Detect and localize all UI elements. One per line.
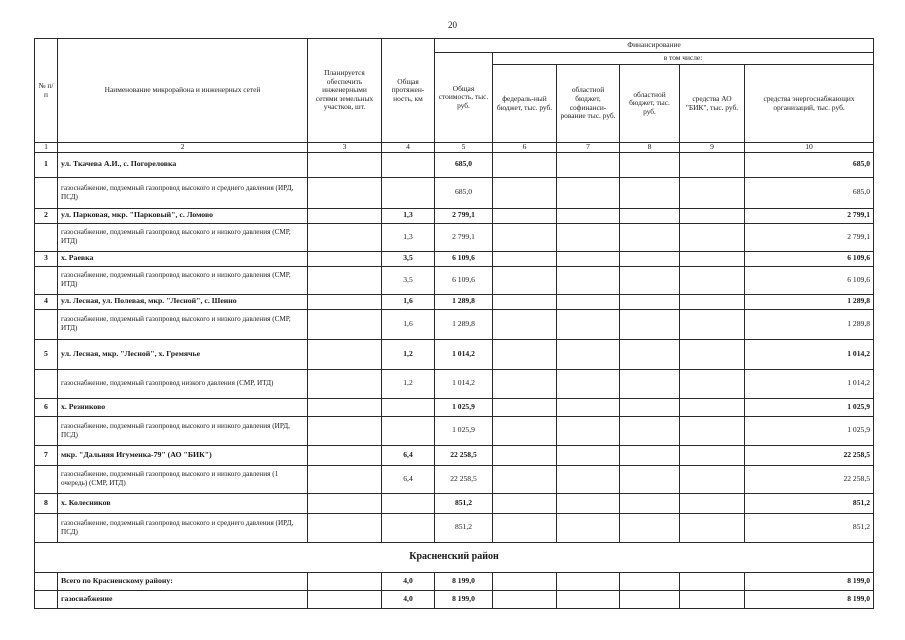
total-cost-cell: 851,2 (435, 513, 493, 542)
table-row (35, 208, 874, 223)
bik-cell (680, 445, 745, 465)
regional-cell (620, 208, 680, 223)
length-cell: 1,2 (382, 339, 435, 369)
object-name: ул. Лесная, мкр. "Лесной", х. Гремячье (58, 339, 308, 369)
energy-funds-cell: 1 025,9 (745, 398, 874, 416)
table-subrow (35, 416, 874, 445)
bik-cell (680, 223, 745, 251)
header-bik: средства АО "БИК", тыс. руб. (680, 65, 745, 143)
energy-funds-cell: 2 799,1 (745, 223, 874, 251)
header-length: Общая протяжен-ность, км (382, 39, 435, 143)
column-number: 7 (557, 143, 620, 153)
total-cost-cell: 1 014,2 (435, 339, 493, 369)
total-cost-cell: 851,2 (435, 493, 493, 513)
header-plots: Планируется обеспечить инженерными сетями земельных участков, шт. (308, 39, 382, 143)
federal-cell (493, 445, 557, 465)
header-in-that: в том числе: (493, 53, 874, 65)
header-energy: средства энергоснабжающих организаций, тыс. руб. (745, 65, 874, 143)
length-cell: 4,0 (382, 590, 435, 608)
regional-cofin-cell (557, 398, 620, 416)
regional-cell (620, 416, 680, 445)
bik-cell (680, 465, 745, 493)
federal-cell (493, 369, 557, 398)
plots-cell (308, 251, 382, 266)
bik-cell (680, 339, 745, 369)
regional-cofin-cell (557, 493, 620, 513)
table-row (35, 572, 874, 590)
energy-funds-cell: 6 109,6 (745, 251, 874, 266)
table-row (35, 590, 874, 608)
plots-cell (308, 416, 382, 445)
regional-cell (620, 309, 680, 339)
bik-cell (680, 416, 745, 445)
regional-cofin-cell (557, 251, 620, 266)
section-title: Красненский район (35, 542, 874, 572)
total-cost-cell: 22 258,5 (435, 445, 493, 465)
row-number: 4 (35, 294, 58, 309)
regional-cell (620, 266, 680, 294)
object-name: газоснабжение, подземный газопровод высокого и низкого давления (СМР, ИТД) (58, 266, 308, 294)
length-cell (382, 416, 435, 445)
federal-cell (493, 251, 557, 266)
regional-cofin-cell (557, 416, 620, 445)
table-row (35, 339, 874, 369)
object-name: х. Колесников (58, 493, 308, 513)
length-cell: 3,5 (382, 266, 435, 294)
regional-cell (620, 152, 680, 177)
header-num: № п/п (35, 39, 58, 143)
column-number: 2 (58, 143, 308, 153)
row-number: 1 (35, 152, 58, 177)
plots-cell (308, 152, 382, 177)
plots-cell (308, 369, 382, 398)
regional-cell (620, 177, 680, 208)
federal-cell (493, 590, 557, 608)
total-cost-cell: 1 025,9 (435, 398, 493, 416)
row-number: 8 (35, 493, 58, 513)
length-cell (382, 493, 435, 513)
energy-funds-cell: 685,0 (745, 177, 874, 208)
bik-cell (680, 152, 745, 177)
object-name: х. Раевка (58, 251, 308, 266)
federal-cell (493, 416, 557, 445)
length-cell (382, 513, 435, 542)
federal-cell (493, 152, 557, 177)
total-cost-cell: 2 799,1 (435, 208, 493, 223)
row-number (35, 223, 58, 251)
plots-cell (308, 445, 382, 465)
table-subrow (35, 266, 874, 294)
total-cost-cell: 6 109,6 (435, 266, 493, 294)
total-cost-cell: 2 799,1 (435, 223, 493, 251)
federal-cell (493, 465, 557, 493)
table-subrow (35, 465, 874, 493)
total-cost-cell: 1 289,8 (435, 309, 493, 339)
energy-funds-cell: 1 014,2 (745, 339, 874, 369)
header-regional-cofin: областной бюджет, софинанси-рование тыс. руб. (557, 65, 620, 143)
plots-cell (308, 309, 382, 339)
table-row (35, 152, 874, 177)
plots-cell (308, 208, 382, 223)
table-subrow (35, 177, 874, 208)
federal-cell (493, 513, 557, 542)
total-cost-cell: 685,0 (435, 177, 493, 208)
row-number (35, 590, 58, 608)
energy-funds-cell: 1 014,2 (745, 369, 874, 398)
federal-cell (493, 493, 557, 513)
object-name: газоснабжение, подземный газопровод высокого и среднего давления (ИРД, ПСД) (58, 177, 308, 208)
federal-cell (493, 572, 557, 590)
column-number-row (35, 143, 874, 153)
object-name: ул. Лесная, ул. Полевая, мкр. "Лесной", с. Шеино (58, 294, 308, 309)
plots-cell (308, 294, 382, 309)
energy-funds-cell: 685,0 (745, 152, 874, 177)
column-number: 9 (680, 143, 745, 153)
column-number: 5 (435, 143, 493, 153)
object-name: мкр. "Дальняя Игуменка-79" (АО "БИК") (58, 445, 308, 465)
table-subrow (35, 369, 874, 398)
row-number: 7 (35, 445, 58, 465)
length-cell (382, 398, 435, 416)
energy-funds-cell: 851,2 (745, 513, 874, 542)
energy-funds-cell: 2 799,1 (745, 208, 874, 223)
bik-cell (680, 493, 745, 513)
row-number: 2 (35, 208, 58, 223)
header-total: Общая стоимость, тыс. руб. (435, 53, 493, 143)
regional-cofin-cell (557, 572, 620, 590)
regional-cofin-cell (557, 590, 620, 608)
regional-cell (620, 572, 680, 590)
federal-cell (493, 339, 557, 369)
regional-cell (620, 223, 680, 251)
federal-cell (493, 266, 557, 294)
regional-cell (620, 513, 680, 542)
total-cost-cell: 1 289,8 (435, 294, 493, 309)
row-number (35, 309, 58, 339)
table-row (35, 493, 874, 513)
regional-cell (620, 445, 680, 465)
header-federal: федераль-ный бюджет, тыс. руб. (493, 65, 557, 143)
table-subrow (35, 309, 874, 339)
column-number: 8 (620, 143, 680, 153)
header-regional: областной бюджет, тыс. руб. (620, 65, 680, 143)
row-number (35, 369, 58, 398)
row-number (35, 416, 58, 445)
plots-cell (308, 177, 382, 208)
energy-funds-cell: 8 199,0 (745, 590, 874, 608)
header-name: Наименование микрорайона и инженерных сетей (58, 39, 308, 143)
bik-cell (680, 513, 745, 542)
bik-cell (680, 208, 745, 223)
regional-cofin-cell (557, 369, 620, 398)
regional-cofin-cell (557, 208, 620, 223)
table-subrow (35, 223, 874, 251)
regional-cell (620, 398, 680, 416)
length-cell (382, 152, 435, 177)
length-cell: 1,2 (382, 369, 435, 398)
bik-cell (680, 572, 745, 590)
regional-cell (620, 493, 680, 513)
energy-funds-cell: 8 199,0 (745, 572, 874, 590)
object-name: газоснабжение, подземный газопровод высокого и низкого давления (1 очередь) (СМР, ИТД) (58, 465, 308, 493)
federal-cell (493, 208, 557, 223)
total-cost-cell: 8 199,0 (435, 590, 493, 608)
regional-cofin-cell (557, 309, 620, 339)
length-cell: 4,0 (382, 572, 435, 590)
bik-cell (680, 309, 745, 339)
plots-cell (308, 572, 382, 590)
plots-cell (308, 513, 382, 542)
regional-cofin-cell (557, 266, 620, 294)
regional-cell (620, 590, 680, 608)
length-cell: 6,4 (382, 465, 435, 493)
object-name: газоснабжение, подземный газопровод высокого и низкого давления (СМР, ИТД) (58, 223, 308, 251)
regional-cofin-cell (557, 294, 620, 309)
energy-funds-cell: 1 289,8 (745, 309, 874, 339)
regional-cofin-cell (557, 223, 620, 251)
object-name: ул. Ткачева А.И., с. Погореловка (58, 152, 308, 177)
regional-cell (620, 294, 680, 309)
column-number: 4 (382, 143, 435, 153)
object-name: х. Резниково (58, 398, 308, 416)
regional-cofin-cell (557, 465, 620, 493)
table-row (35, 445, 874, 465)
object-name: газоснабжение, подземный газопровод высокого и низкого давления (ИРД, ПСД) (58, 416, 308, 445)
object-name: ул. Парковая, мкр. "Парковый", с. Ломово (58, 208, 308, 223)
energy-funds-cell: 1 289,8 (745, 294, 874, 309)
federal-cell (493, 294, 557, 309)
length-cell: 1,6 (382, 294, 435, 309)
energy-funds-cell: 1 025,9 (745, 416, 874, 445)
section-row (35, 542, 874, 572)
row-number: 3 (35, 251, 58, 266)
bik-cell (680, 369, 745, 398)
row-number (35, 177, 58, 208)
bik-cell (680, 398, 745, 416)
federal-cell (493, 309, 557, 339)
plots-cell (308, 493, 382, 513)
row-number (35, 266, 58, 294)
federal-cell (493, 398, 557, 416)
row-number (35, 513, 58, 542)
table-row (35, 251, 874, 266)
regional-cell (620, 339, 680, 369)
bik-cell (680, 266, 745, 294)
bik-cell (680, 251, 745, 266)
total-cost-cell: 8 199,0 (435, 572, 493, 590)
object-name: Всего по Красненскому району: (58, 572, 308, 590)
total-cost-cell: 1 025,9 (435, 416, 493, 445)
energy-funds-cell: 22 258,5 (745, 465, 874, 493)
page-number: 20 (448, 20, 457, 30)
regional-cell (620, 251, 680, 266)
plots-cell (308, 266, 382, 294)
column-number: 6 (493, 143, 557, 153)
length-cell (382, 177, 435, 208)
energy-funds-cell: 851,2 (745, 493, 874, 513)
row-number (35, 465, 58, 493)
object-name: газоснабжение, подземный газопровод высокого и среднего давления (ИРД, ПСД) (58, 513, 308, 542)
plots-cell (308, 398, 382, 416)
regional-cofin-cell (557, 445, 620, 465)
bik-cell (680, 294, 745, 309)
regional-cofin-cell (557, 339, 620, 369)
table-row (35, 294, 874, 309)
column-number: 1 (35, 143, 58, 153)
length-cell: 1,3 (382, 208, 435, 223)
length-cell: 1,3 (382, 223, 435, 251)
total-cost-cell: 1 014,2 (435, 369, 493, 398)
bik-cell (680, 590, 745, 608)
table-subrow (35, 513, 874, 542)
federal-cell (493, 223, 557, 251)
column-number: 10 (745, 143, 874, 153)
plots-cell (308, 223, 382, 251)
length-cell: 6,4 (382, 445, 435, 465)
bik-cell (680, 177, 745, 208)
object-name: газоснабжение (58, 590, 308, 608)
plots-cell (308, 590, 382, 608)
regional-cell (620, 369, 680, 398)
regional-cofin-cell (557, 152, 620, 177)
federal-cell (493, 177, 557, 208)
column-number: 3 (308, 143, 382, 153)
object-name: газоснабжение, подземный газопровод низкого давления (СМР, ИТД) (58, 369, 308, 398)
total-cost-cell: 6 109,6 (435, 251, 493, 266)
plots-cell (308, 339, 382, 369)
header-financing: Финансирование (435, 39, 874, 53)
length-cell: 3,5 (382, 251, 435, 266)
financing-table (34, 38, 874, 609)
row-number: 5 (35, 339, 58, 369)
total-cost-cell: 22 258,5 (435, 465, 493, 493)
regional-cofin-cell (557, 177, 620, 208)
regional-cofin-cell (557, 513, 620, 542)
regional-cell (620, 465, 680, 493)
plots-cell (308, 465, 382, 493)
total-cost-cell: 685,0 (435, 152, 493, 177)
energy-funds-cell: 6 109,6 (745, 266, 874, 294)
table-row (35, 398, 874, 416)
length-cell: 1,6 (382, 309, 435, 339)
energy-funds-cell: 22 258,5 (745, 445, 874, 465)
row-number: 6 (35, 398, 58, 416)
object-name: газоснабжение, подземный газопровод высокого и низкого давления (СМР, ИТД) (58, 309, 308, 339)
row-number (35, 572, 58, 590)
